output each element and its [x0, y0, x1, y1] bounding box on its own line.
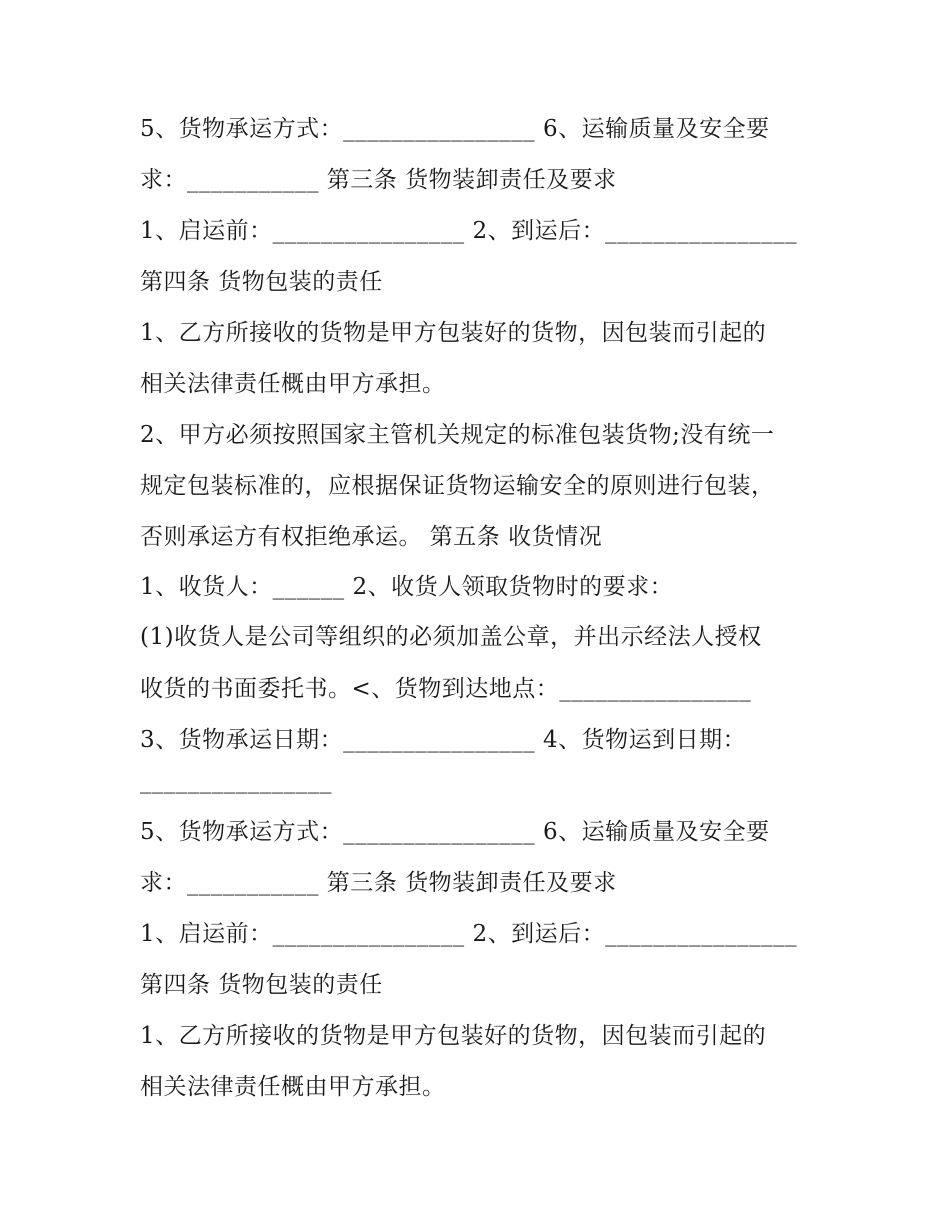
text-line: 相关法律责任概由甲方承担。 — [140, 1074, 446, 1100]
text-line: 收货的书面委托书。<、货物到达地点：________________ — [140, 676, 752, 702]
text-line: 规定包装标准的，应根据保证货物运输安全的原则进行包装， — [140, 473, 775, 499]
text-line: 相关法律责任概由甲方承担。 — [140, 371, 446, 397]
text-line: 1、乙方所接收的货物是甲方包装好的货物，因包装而引起的 — [140, 1023, 767, 1049]
text-line: 5、货物承运方式：________________ 6、运输质量及安全要 — [140, 116, 770, 142]
text-line: 否则承运方有权拒绝承运。 第五条 收货情况 — [140, 524, 603, 550]
text-line: 1、启运前：________________ 2、到运后：________________ — [140, 921, 798, 947]
text-line: 1、收货人：______ 2、收货人领取货物时的要求： — [140, 574, 674, 600]
text-line: 求：___________ 第三条 货物装卸责任及要求 — [140, 167, 617, 193]
text-line: (1)收货人是公司等组织的必须加盖公章，并出示经法人授权 — [140, 624, 762, 650]
text-line: 3、货物承运日期：________________ 4、货物运到日期： — [140, 727, 747, 753]
text-line: 1、乙方所接收的货物是甲方包装好的货物，因包装而引起的 — [140, 320, 767, 346]
text-line: 1、启运前：________________ 2、到运后：________________ — [140, 218, 798, 244]
section-heading: 第四条 货物包装的责任 — [140, 269, 383, 295]
text-line: ________________ — [140, 768, 332, 794]
text-line: 5、货物承运方式：________________ 6、运输质量及安全要 — [140, 819, 770, 845]
text-line: 2、甲方必须按照国家主管机关规定的标准包装货物;没有统一 — [140, 422, 775, 448]
section-heading: 第四条 货物包装的责任 — [140, 972, 383, 998]
text-line: 求：___________ 第三条 货物装卸责任及要求 — [140, 870, 617, 896]
